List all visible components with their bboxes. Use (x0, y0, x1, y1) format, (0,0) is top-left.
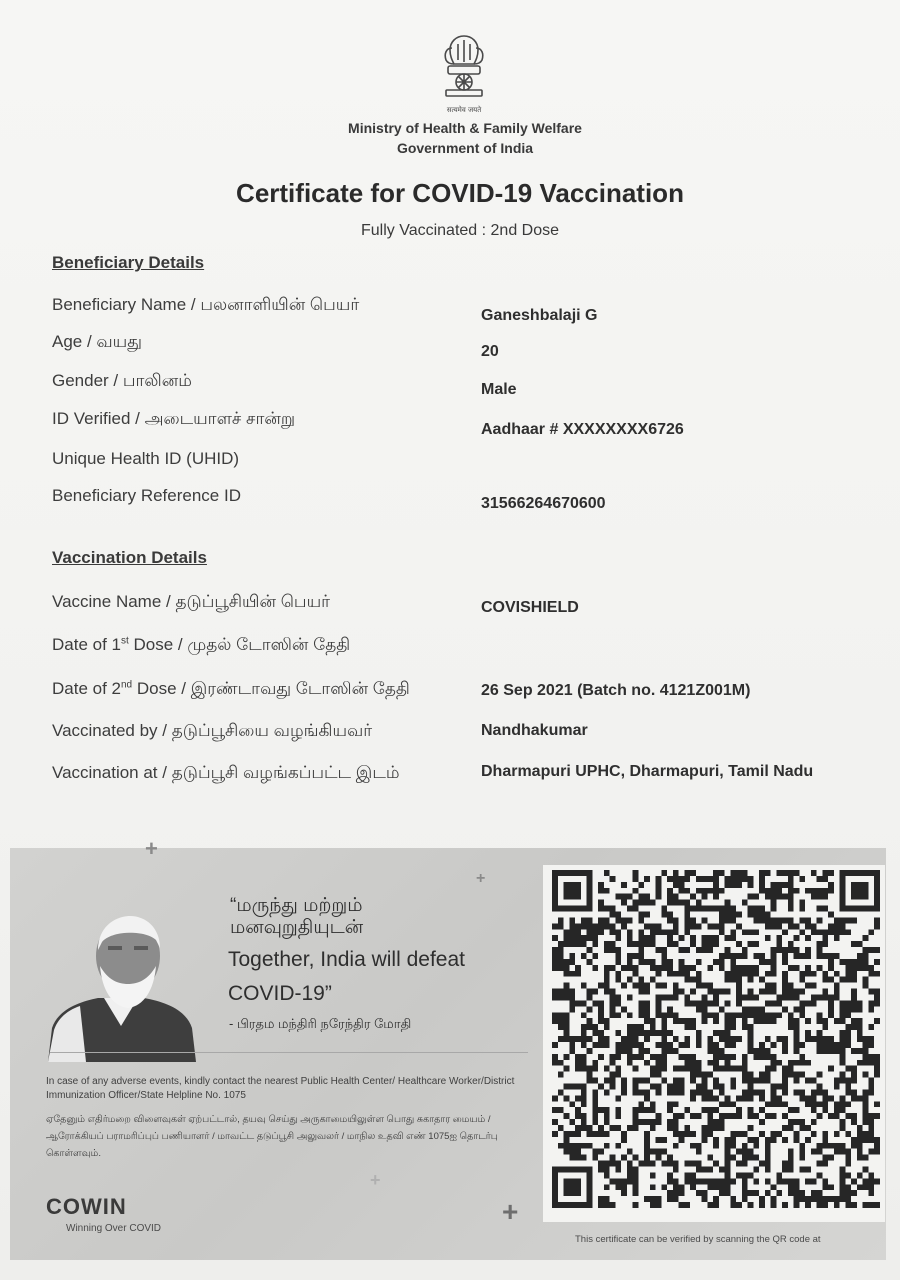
portrait-image (46, 910, 196, 1062)
reference-id-value: 31566264670600 (481, 495, 606, 512)
quote-english: Together, India will defeat COVID-19” (228, 948, 465, 1005)
quote-tamil: “மருந்து மற்றும் மனவுறுதியுடன் (230, 895, 364, 938)
dose2-date-label: Date of 2nd Dose / இரண்டாவது டோஸின் தேதி (52, 679, 410, 698)
plus-decoration-icon: + (502, 1196, 519, 1227)
dose1-date-label: Date of 1st Dose / முதல் டோஸின் தேதி (52, 635, 351, 654)
beneficiary-details-heading: Beneficiary Details (52, 253, 205, 272)
uhid-label: Unique Health ID (UHID) (52, 449, 240, 468)
plus-decoration-icon: + (476, 870, 486, 887)
beneficiary-name-label: Beneficiary Name / பலனாளியின் பெயர் (52, 295, 360, 314)
gender-label: Gender / பாலினம் (52, 371, 192, 390)
age-value: 20 (481, 343, 499, 360)
vaccination-details-heading: Vaccination Details (52, 548, 207, 567)
vaccine-name-value: COVISHIELD (481, 599, 579, 616)
vaccine-name-label: Vaccine Name / தடுப்பூசியின் பெயர் (52, 592, 331, 611)
vaccinated-by-label: Vaccinated by / தடுப்பூசியை வழங்கியவர் (52, 721, 373, 740)
gender-value: Male (481, 381, 517, 398)
plus-decoration-icon: + (145, 836, 158, 861)
certificate-subtitle: Fully Vaccinated : 2nd Dose (360, 222, 560, 239)
cowin-tagline: Winning Over COVID (66, 1223, 162, 1234)
verification-note: This certificate can be verified by scanning the QR code at (575, 1234, 821, 1245)
id-verified-label: ID Verified / அடையாளச் சான்று (52, 409, 296, 428)
emblem-caption: सत्यमेव जयते (446, 106, 482, 114)
divider (50, 1052, 528, 1053)
beneficiary-name-value: Ganeshbalaji G (481, 307, 598, 324)
vaccination-at-label: Vaccination at / தடுப்பூசி வழங்கப்பட்ட இடம் (52, 763, 400, 782)
certificate-title: Certificate for COVID-19 Vaccination (236, 178, 684, 208)
id-verified-value: Aadhaar # XXXXXXXX6726 (481, 421, 684, 438)
plus-decoration-icon: + (370, 1170, 381, 1190)
ministry-heading (300, 118, 630, 158)
government-name: Government of India (396, 140, 534, 156)
reference-id-label: Beneficiary Reference ID (52, 486, 241, 505)
vaccination-at-value: Dharmapuri UPHC, Dharmapuri, Tamil Nadu (481, 763, 814, 780)
helpline-text-tamil: ஏதேனும் எதிர்மறை விளைவுகள் ஏற்பட்டால், தயவு செய்து அருகாமையிலுள்ள பொது சுகாதார மையம் / ஆரோக்கியப் பராமரிப்புப் பணியாளர் / மாவட்ட தடுப்பூசி அலுவலர் / மாநில உதவி எண் 1075ஐ தொடர்பு கொள்ளவும். (46, 1114, 498, 1159)
qr-code (552, 870, 880, 1208)
quote-attribution: - பிரதம மந்திரி நரேந்திர மோதி (229, 1016, 412, 1031)
ministry-name: Ministry of Health & Family Welfare (348, 120, 582, 136)
vaccinated-by-value: Nandhakumar (481, 722, 588, 739)
dose2-date-value: 26 Sep 2021 (Batch no. 4121Z001M) (481, 682, 751, 699)
cowin-logo: COWIN (46, 1194, 127, 1219)
helpline-text-english: In case of any adverse events, kindly contact the nearest Public Health Center/ Healthcare Worker/District Immunization Officer/State Helpline No. 1075 (46, 1076, 515, 1101)
age-label: Age / வயது (52, 332, 143, 351)
ashoka-emblem-icon (438, 30, 490, 118)
